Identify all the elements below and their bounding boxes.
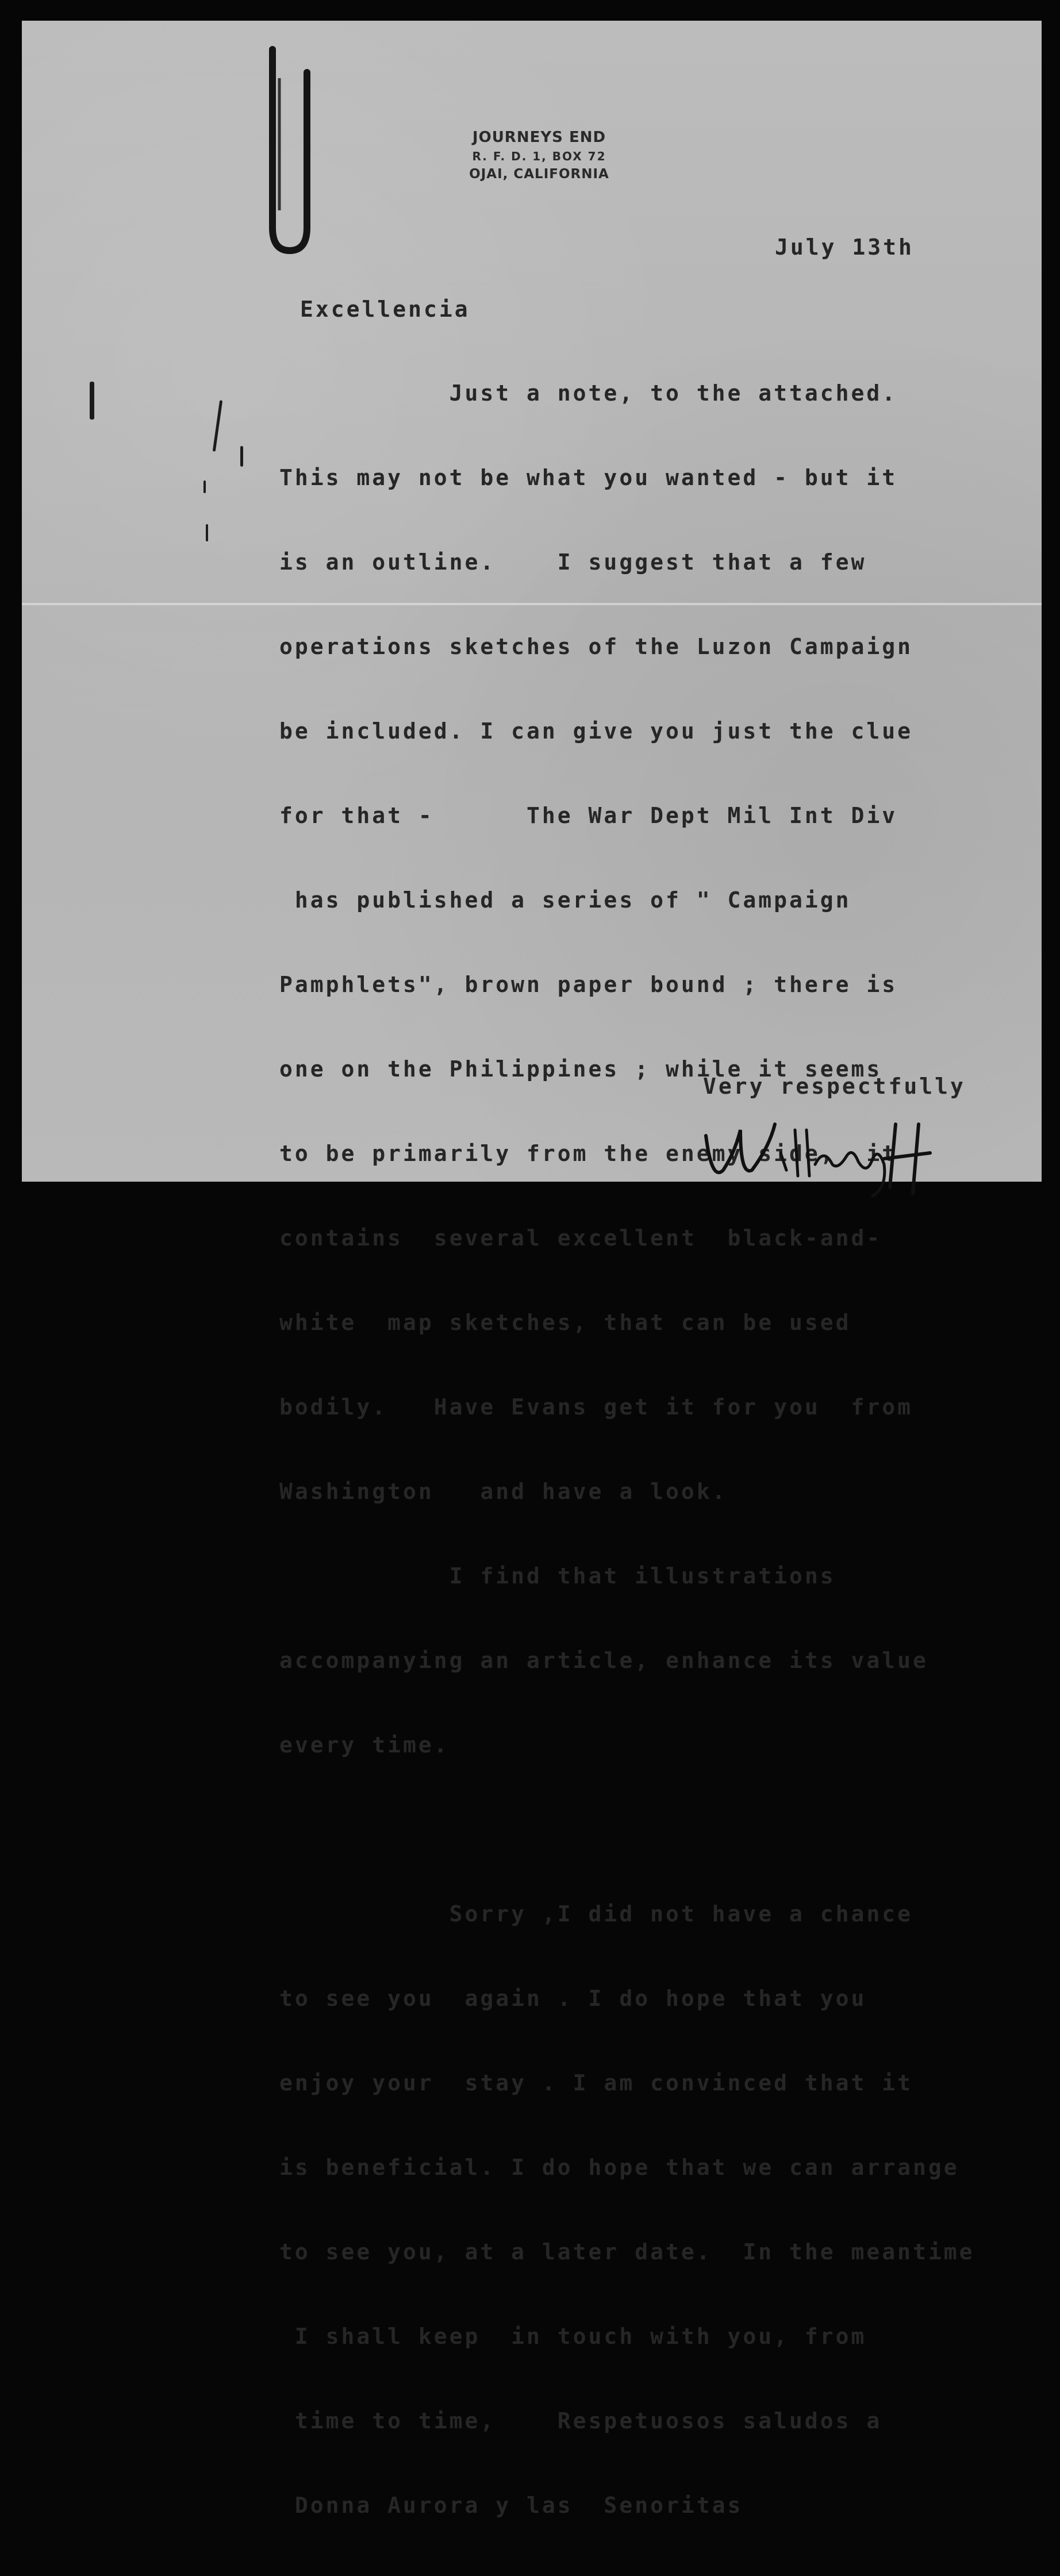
margin-mark	[90, 382, 94, 420]
letter-body	[279, 323, 975, 2576]
closing: Very respectfully	[703, 1074, 966, 1099]
body-line: is beneficial. I do hope that we can arrange	[279, 2155, 959, 2180]
handwritten-signature	[700, 1113, 965, 1199]
letter-date: July 13th	[775, 234, 914, 260]
body-line: is an outline. I suggest that a few	[279, 549, 867, 575]
body-line: be included. I can give you just the clue	[279, 718, 913, 744]
body-line: enjoy your stay . I am convinced that it	[279, 2070, 913, 2096]
body-line: Donna Aurora y las Senoritas	[279, 2493, 743, 2518]
body-line: I find that illustrations	[279, 1563, 836, 1589]
body-line: has published a series of " Campaign	[279, 887, 851, 913]
letterhead-name: JOURNEYS END	[472, 129, 606, 146]
body-line: white map sketches, that can be used	[279, 1310, 851, 1335]
paperclip-mark	[249, 38, 318, 256]
body-line: every time.	[279, 1732, 450, 1758]
body-line: Sorry ,I did not have a chance	[279, 1901, 913, 1927]
body-line: I shall keep in touch with you, from	[279, 2324, 867, 2349]
body-line: to be primarily from the enemy side, it	[279, 1141, 898, 1166]
body-line: accompanying an article, enhance its value	[279, 1648, 928, 1673]
margin-mark	[240, 446, 243, 467]
body-line: This may not be what you wanted - but it	[279, 465, 898, 490]
body-line	[279, 1816, 975, 1844]
body-line: one on the Philippines ; while it seems	[279, 1056, 882, 1082]
margin-mark	[213, 400, 222, 452]
margin-mark	[206, 524, 208, 541]
body-line: Washington and have a look.	[279, 1479, 728, 1504]
body-line: Pamphlets", brown paper bound ; there is	[279, 972, 898, 997]
body-line: Just a note, to the attached.	[279, 380, 898, 406]
letter-page	[22, 21, 1042, 2518]
body-line: time to time, Respetuosos saludos a	[279, 2408, 882, 2433]
body-line: for that - The War Dept Mil Int Div	[279, 803, 898, 828]
body-line: operations sketches of the Luzon Campaign	[279, 634, 913, 659]
salutation: Excellencia	[300, 297, 470, 322]
margin-mark	[203, 480, 206, 493]
letterhead-city: OJAI, CALIFORNIA	[469, 167, 609, 182]
body-line: bodily. Have Evans get it for you from	[279, 1394, 913, 1420]
letterhead	[424, 129, 654, 182]
body-line: contains several excellent black-and-	[279, 1225, 882, 1251]
letterhead-address: R. F. D. 1, BOX 72	[472, 149, 606, 163]
body-line: to see you again . I do hope that you	[279, 1986, 867, 2011]
body-line: to see you, at a later date. In the meantime	[279, 2239, 975, 2264]
